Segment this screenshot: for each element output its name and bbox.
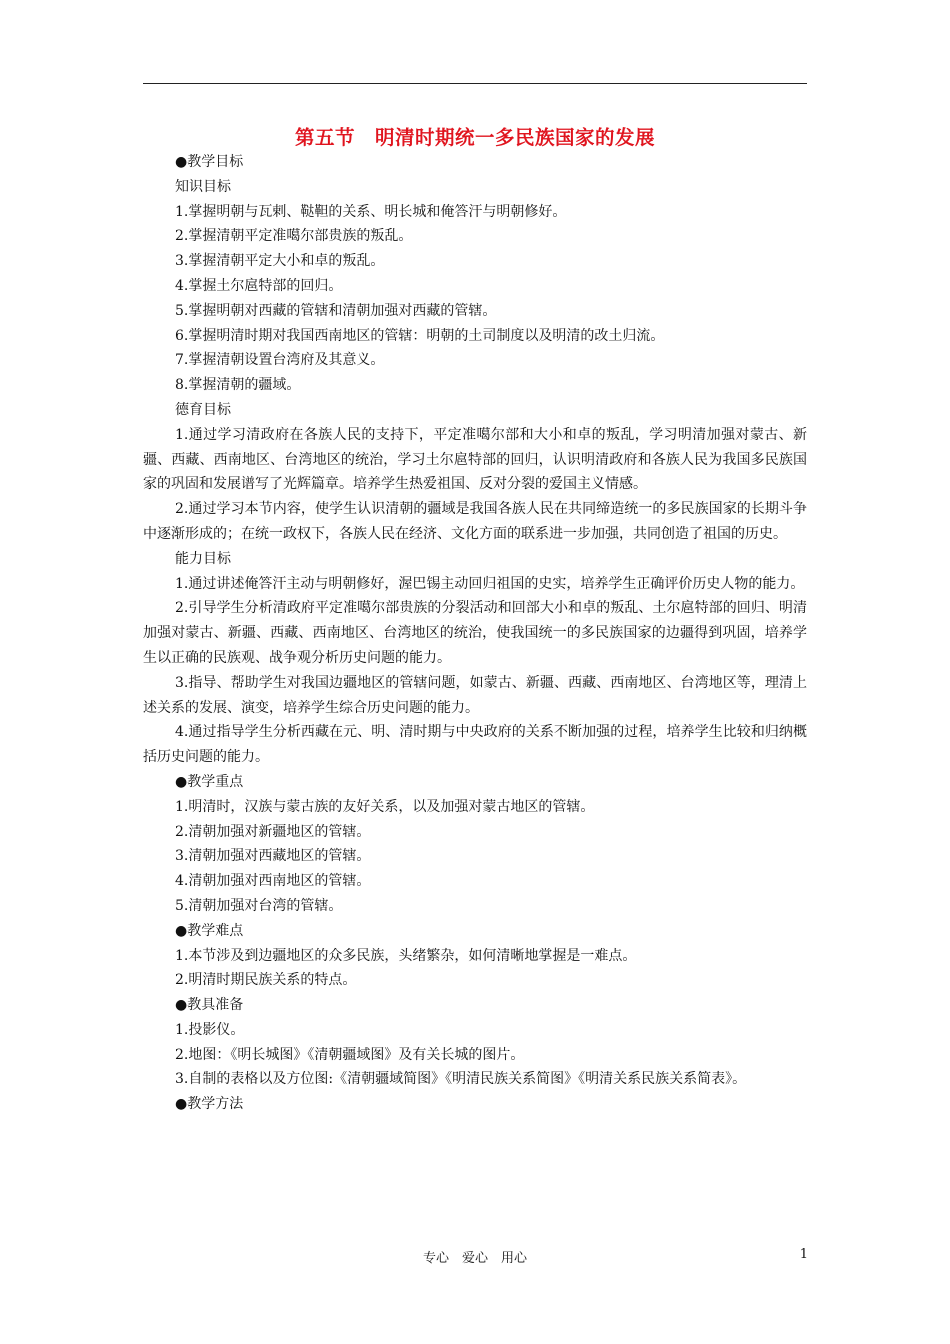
list-item: 1.投影仪。 [175,1021,245,1038]
footer-motto: 专心 爱心 用心 [422,1251,527,1266]
list-item: 3.清朝加强对西藏地区的管辖。 [175,848,371,865]
list-item: 1.掌握明朝与瓦剌、鞑靼的关系、明长城和俺答汗与明朝修好。 [175,203,567,220]
list-item: 8.掌握清朝的疆域。 [175,377,301,394]
section-heading-objectives: ●教学目标 [175,154,244,170]
header-rule [143,83,807,84]
list-item: 3.掌握清朝平定大小和卓的叛乱。 [175,253,385,270]
section-heading-methods: ●教学方法 [175,1096,244,1113]
list-item: 4.清朝加强对西南地区的管辖。 [175,873,371,890]
list-item: 4.掌握土尔扈特部的回归。 [175,277,343,294]
subheading-ability: 能力目标 [175,550,231,567]
paragraph: 2.引导学生分析清政府平定准噶尔部贵族的分裂活动和回部大小和卓的叛乱、土尔扈特部的回归、明清加强对蒙古、新疆、西藏、西南地区、台湾地区的统治，使我国统一的多民族国家的边疆得到巩固，培养学生以正确的民族观、战争观分析历史问题的能力。 [143,600,807,666]
list-item: 7.掌握清朝设置台湾府及其意义。 [175,352,385,369]
list-item: 1.本节涉及到边疆地区的众多民族，头绪繁杂，如何清晰地掌握是一难点。 [175,947,637,964]
list-item: 2.清朝加强对新疆地区的管辖。 [175,823,371,840]
section-heading-key-points: ●教学重点 [175,773,244,790]
list-item: 2.地图：《明长城图》《清朝疆域图》及有关长城的图片。 [175,1046,525,1063]
list-item: 2.明清时期民族关系的特点。 [175,972,357,989]
subheading-knowledge: 知识目标 [175,178,231,195]
paragraph: 1.通过讲述俺答汗主动与明朝修好，渥巴锡主动回归祖国的史实，培养学生正确评价历史人物的能力。 [175,575,805,592]
page-title: 第五节 明清时期统一多民族国家的发展 [294,126,655,149]
list-item: 2.掌握清朝平定准噶尔部贵族的叛乱。 [175,228,413,245]
section-heading-difficulties: ●教学难点 [175,922,244,939]
paragraph: 2.通过学习本节内容，使学生认识清朝的疆域是我国各族人民在共同缔造统一的多民族国家的长期斗争中逐渐形成的；在统一政权下，各族人民在经济、文化方面的联系进一步加强，共同创造了祖国的历史。 [143,501,807,542]
paragraph: 4.通过指导学生分析西藏在元、明、清时期与中央政府的关系不断加强的过程，培养学生比较和归纳概括历史问题的能力。 [143,724,807,766]
page-number: 1 [799,1247,808,1262]
list-item: 3.自制的表格以及方位图:《清朝疆域简图》《明清民族关系简图》《明清关系民族关系简表》。 [175,1071,747,1088]
list-item: 6.掌握明清时期对我国西南地区的管辖：明朝的土司制度以及明清的改土归流。 [175,327,665,344]
list-item: 1.明清时，汉族与蒙古族的友好关系，以及加强对蒙古地区的管辖。 [175,798,595,815]
paragraph: 1.通过学习清政府在各族人民的支持下，平定准噶尔部和大小和卓的叛乱，学习明清加强对蒙古、新疆、西藏、西南地区、台湾地区的统治，学习土尔扈特部的回归，认识明清政府和各族人民为我国多民族国家的巩固和发展谱写了光辉篇章。培养学生热爱祖国、反对分裂的爱国主义情感。 [143,426,807,493]
document-body [143,150,807,1117]
subheading-moral: 德育目标 [175,401,231,418]
list-item: 5.掌握明朝对西藏的管辖和清朝加强对西藏的管辖。 [175,302,497,319]
section-heading-materials: ●教具准备 [175,997,244,1014]
list-item: 5.清朝加强对台湾的管辖。 [175,897,343,914]
paragraph: 3.指导、帮助学生对我国边疆地区的管辖问题，如蒙古、新疆、西藏、西南地区、台湾地区等，理清上述关系的发展、演变，培养学生综合历史问题的能力。 [143,674,807,716]
